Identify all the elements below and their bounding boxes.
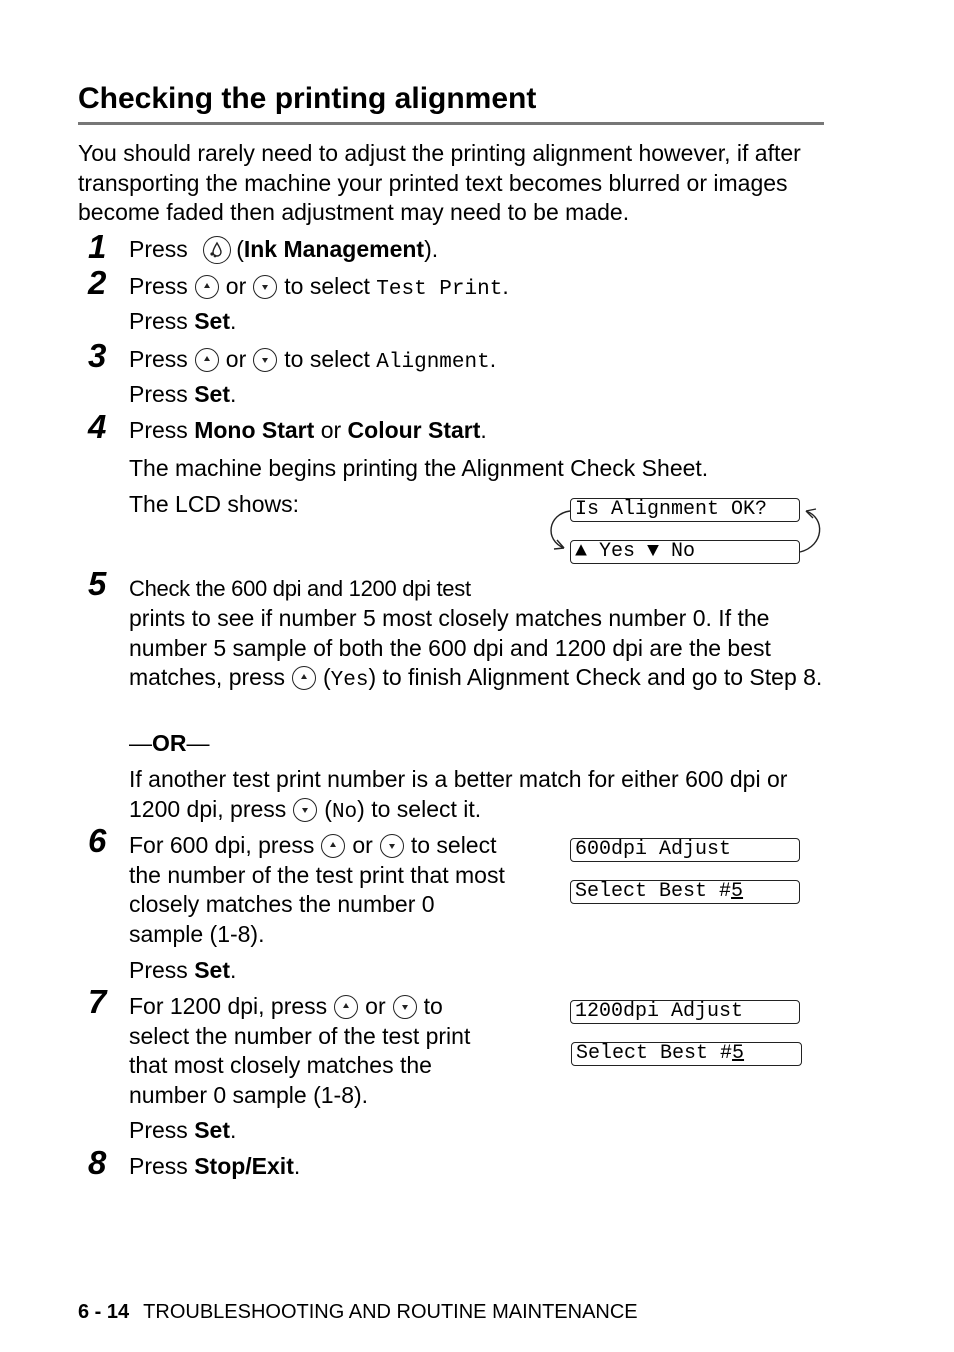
step-7-text: For 1200 dpi, press or to select the number of the test print that most closely matches the number 0 sample (1-8).: [129, 993, 471, 1108]
down-arrow-icon: [393, 995, 417, 1019]
step-number: 8: [88, 1144, 107, 1181]
step-number: 5: [88, 565, 107, 602]
step-7-press-set: Press Set.: [129, 1117, 237, 1143]
step-8-text: Press Stop/Exit.: [129, 1153, 301, 1179]
lcd-1200dpi-line-2: Select Best #5: [571, 1042, 802, 1066]
page-number: 6 - 14: [78, 1301, 130, 1323]
step-2-press-set: Press Set.: [129, 308, 237, 334]
lcd-label: The LCD shows:: [129, 491, 300, 517]
step-5-alternative: If another test print number is a better match for either 600 dpi or 1200 dpi, press (No) to select it.: [129, 766, 788, 824]
step-2-text: Press or to select Test Print.: [129, 273, 509, 301]
lcd-600dpi-line-1: 600dpi Adjust: [570, 838, 800, 862]
down-arrow-icon: [253, 348, 277, 372]
up-arrow-icon: [195, 275, 219, 299]
step-1-text: Press (Ink Management).: [129, 236, 439, 262]
page-footer: [78, 1300, 638, 1324]
step-number: 3: [88, 337, 107, 374]
up-arrow-icon: [334, 995, 358, 1019]
intro-paragraph: You should rarely need to adjust the printing alignment however, if after transporting the machine your printed text becomes blurred or images become faded then adjustment may need to be made.: [78, 140, 801, 225]
step-5-paragraph: prints to see if number 5 most closely matches number 0. If the number 5 sample of both the 600 dpi and 1200 dpi are the best matches, press (Yes) to finish Alignment Check and go to Step 8.: [129, 605, 823, 692]
step-number: 2: [88, 264, 107, 301]
step-6-text: For 600 dpi, press or to select the number of the test print that most closely matches the number 0 sample (1-8).: [129, 832, 505, 947]
step-number: 1: [88, 228, 107, 265]
or-separator: —OR—: [129, 730, 210, 756]
lcd-line-1: Is Alignment OK?: [570, 498, 800, 522]
down-arrow-icon: [293, 798, 317, 822]
step-number: 7: [88, 983, 107, 1020]
up-arrow-icon: [292, 666, 316, 690]
page-title: Checking the printing alignment: [78, 80, 824, 125]
step-number: 4: [88, 408, 107, 445]
step-number: 6: [88, 822, 107, 859]
step-4-text: Press Mono Start or Colour Start.: [129, 417, 487, 443]
step-6-press-set: Press Set.: [129, 957, 237, 983]
up-arrow-icon: [195, 348, 219, 372]
step-3-text: Press or to select Alignment.: [129, 346, 497, 374]
lcd-600dpi-line-2: Select Best #5: [570, 880, 800, 904]
step-4-note: The machine begins printing the Alignment Check Sheet.: [129, 455, 709, 481]
down-arrow-icon: [253, 275, 277, 299]
step-3-press-set: Press Set.: [129, 381, 237, 407]
step-5-line-1: Check the 600 dpi and 1200 dpi test: [129, 576, 471, 601]
lcd-1200dpi-line-1: 1200dpi Adjust: [570, 1000, 800, 1024]
section-name: TROUBLESHOOTING AND ROUTINE MAINTENANCE: [143, 1301, 638, 1323]
ink-management-icon: [203, 236, 231, 264]
up-arrow-icon: [321, 834, 345, 858]
lcd-line-2: ▲ Yes ▼ No: [570, 540, 800, 564]
down-arrow-icon: [380, 834, 404, 858]
